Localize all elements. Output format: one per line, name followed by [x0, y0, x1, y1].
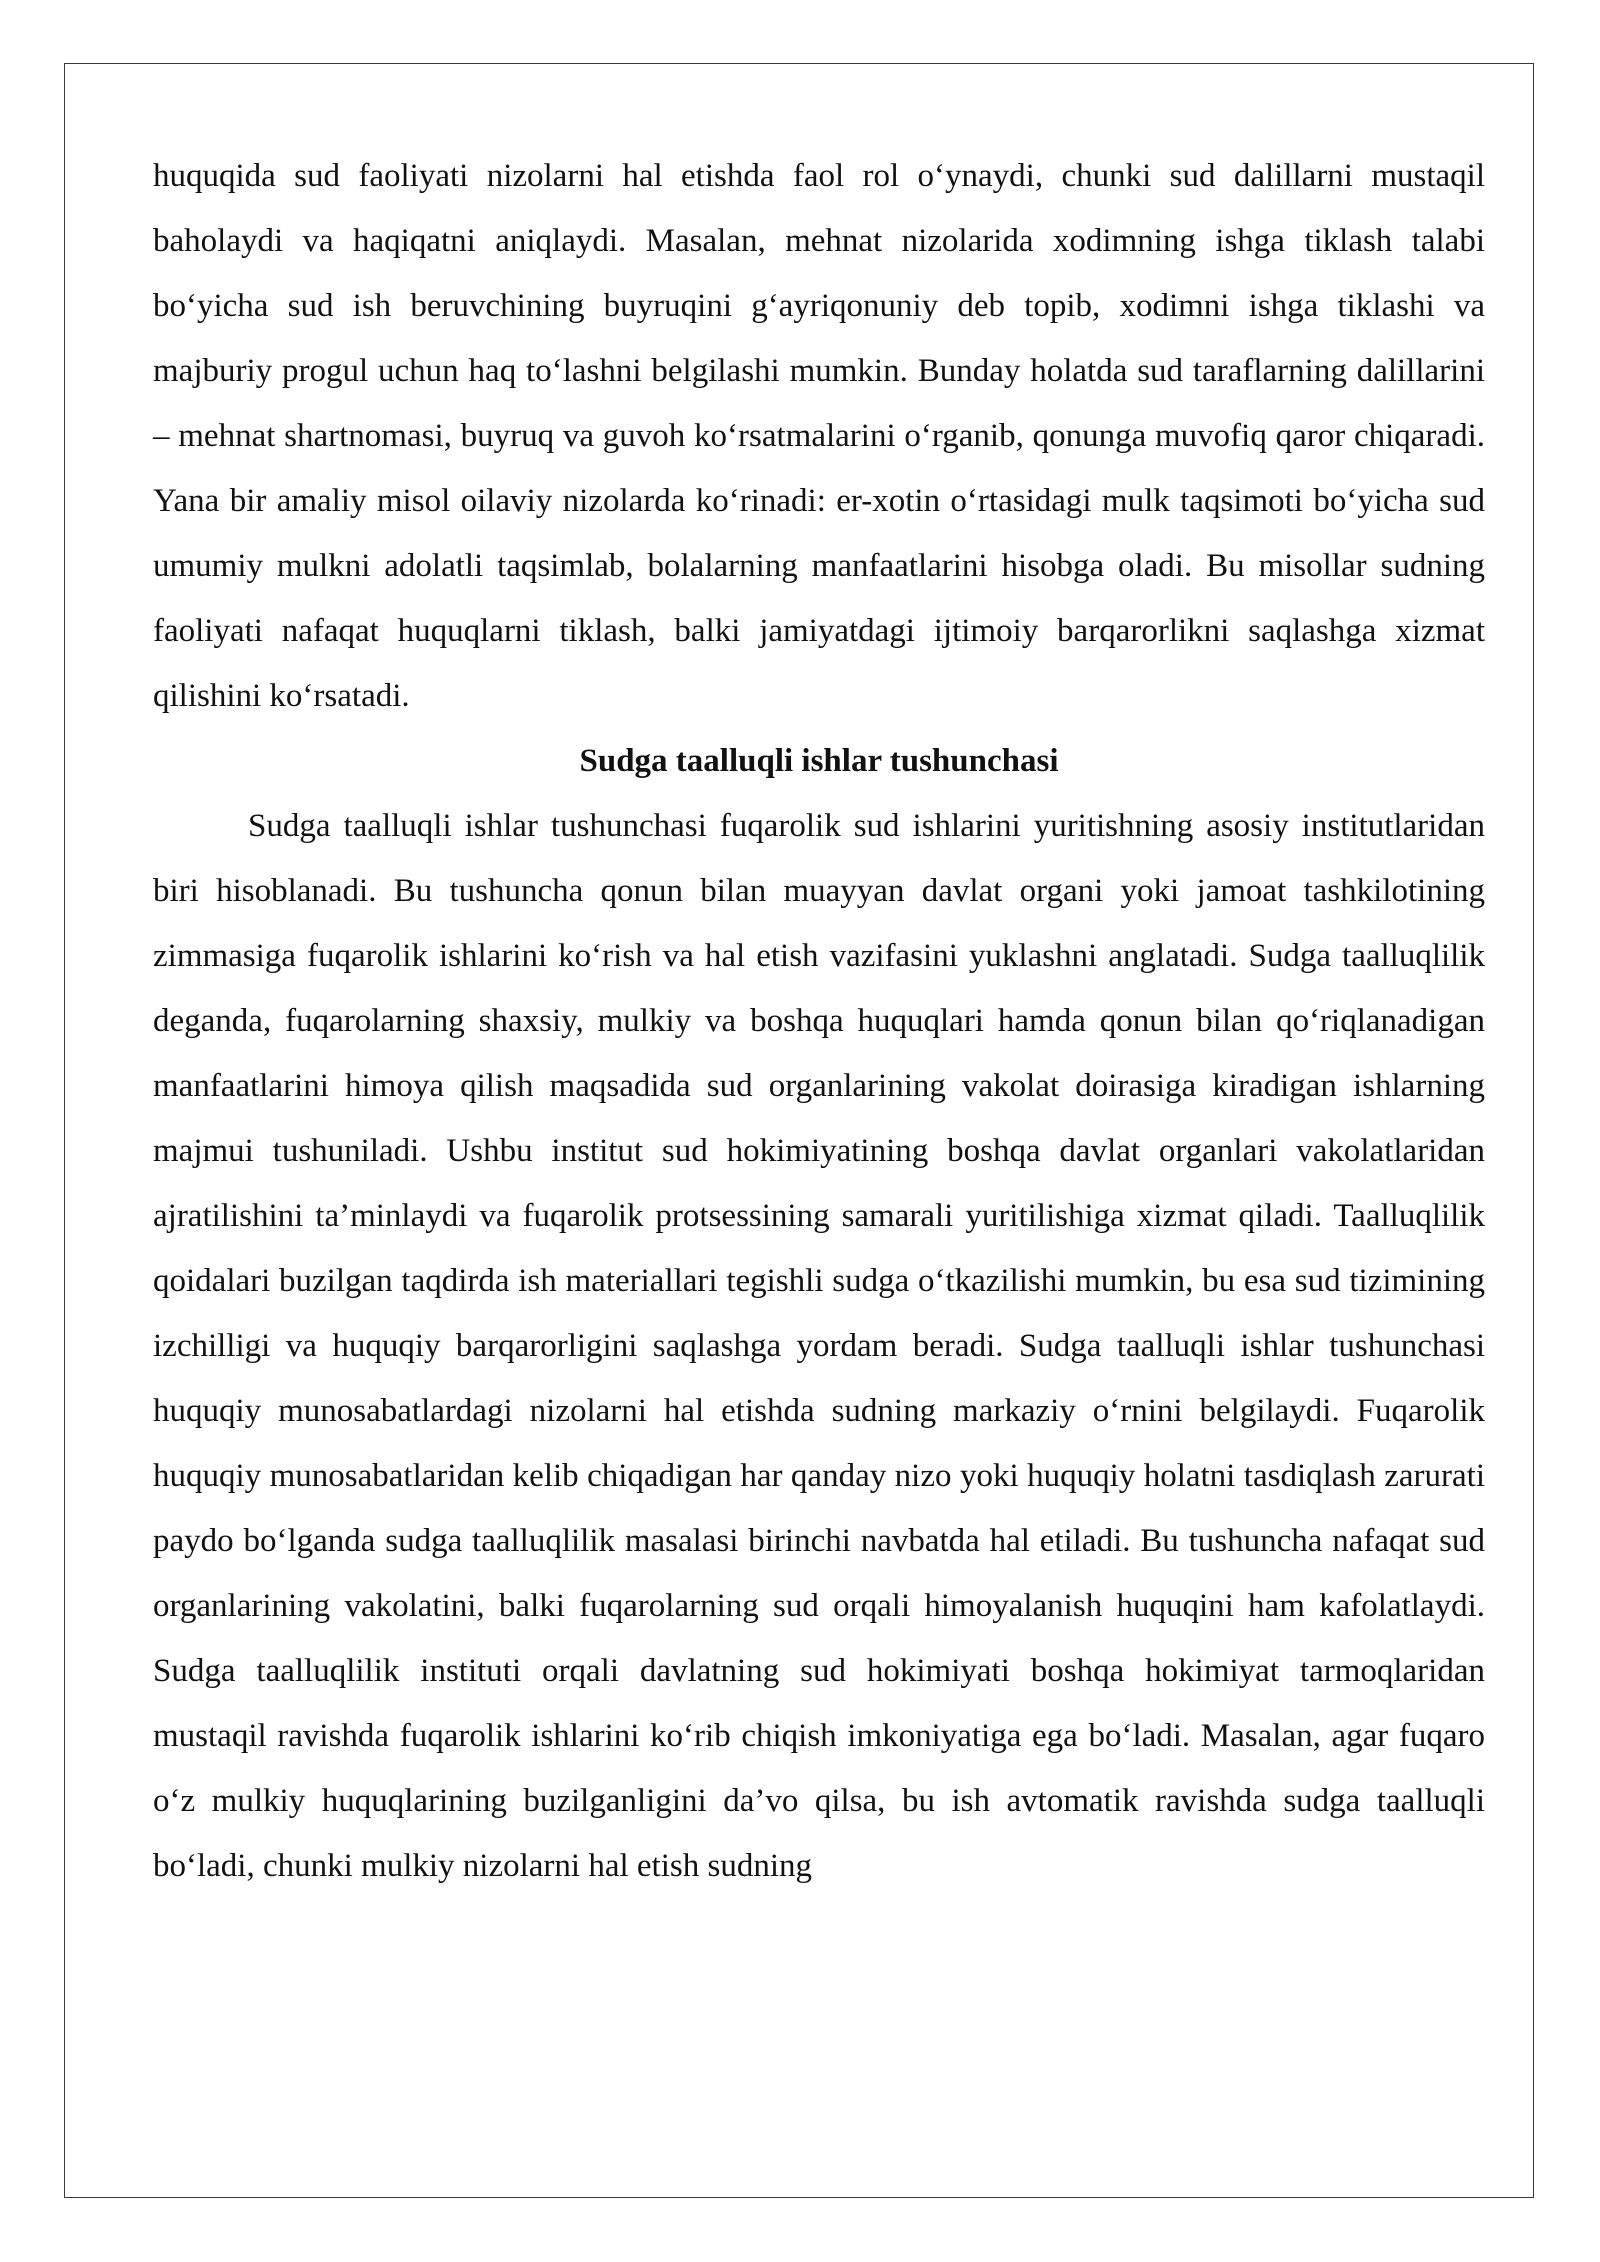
section-heading: Sudga taalluqli ishlar tushunchasi: [579, 743, 1059, 779]
paragraph-continued: huquqida sud faoliyati nizolarni hal etishda faol rol o‘ynaydi, chunki sud dalillarni mustaqil baholaydi va haqiqatni aniqlaydi. Masalan, mehnat nizolarida xodimning ishga tiklash talabi bo‘yicha sud ish beruvchining buyruqini g‘ayriqonuniy deb topib, xodimni ishga tiklashi va majburiy progul uchun haq to‘lashni belgilashi mumkin. Bunday holatda sud taraflarning dalillarini – mehnat shartnomasi, buyruq va guvoh ko‘rsatmalarini o‘rganib, qonunga muvofiq qaror chiqaradi. Yana bir amaliy misol oilaviy nizolarda ko‘rinadi: er-xotin o‘rtasidagi mulk taqsimoti bo‘yicha sud umumiy mulkni adolatli taqsimlab, bolalarning manfaatlarini hisobga oladi. Bu misollar sudning faoliyati nafaqat huquqlarni tiklash, balki jamiyatdagi ijtimoiy barqarorlikni saqlashga xizmat qilishini ko‘rsatadi.: [153, 158, 1485, 714]
paragraph-sudga-taalluqli: Sudga taalluqli ishlar tushunchasi fuqarolik sud ishlarini yuritishning asosiy institutlaridan biri hisoblanadi. Bu tushuncha qonun bilan muayyan davlat organi yoki jamoat tashkilotining zimmasiga fuqarolik ishlarini ko‘rish va hal etish vazifasini yuklashni anglatadi. Sudga taalluqlilik deganda, fuqarolarning shaxsiy, mulkiy va boshqa huquqlari hamda qonun bilan qo‘riqlanadigan manfaatlarini himoya qilish maqsadida sud organlarining vakolat doirasiga kiradigan ishlarning majmui tushuniladi. Ushbu institut sud hokimiyatining boshqa davlat organlari vakolatlaridan ajratilishini ta’minlaydi va fuqarolik protsessining samarali yuritilishiga xizmat qiladi. Taalluqlilik qoidalari buzilgan taqdirda ish materiallari tegishli sudga o‘tkazilishi mumkin, bu esa sud tizimining izchilligi va huquqiy barqarorligini saqlashga yordam beradi. Sudga taalluqli ishlar tushunchasi huquqiy munosabatlardagi nizolarni hal etishda sudning markaziy o‘rnini belgilaydi. Fuqarolik huquqiy munosabatlaridan kelib chiqadigan har qanday nizo yoki huquqiy holatni tasdiqlash zarurati paydo bo‘lganda sudga taalluqlilik masalasi birinchi navbatda hal etiladi. Bu tushuncha nafaqat sud organlarining vakolatini, balki fuqarolarning sud orqali himoyalanish huquqini ham kafolatlaydi. Sudga taalluqlilik instituti orqali davlatning sud hokimiyati boshqa hokimiyat tarmoqlaridan mustaqil ravishda fuqarolik ishlarini ko‘rib chiqish imkoniyatiga ega bo‘ladi. Masalan, agar fuqaro o‘z mulkiy huquqlarining buzilganligini da’vo qilsa, bu ish avtomatik ravishda sudga taalluqli bo‘ladi, chunki mulkiy nizolarni hal etish sudning: [153, 808, 1485, 1884]
document-body: [153, 144, 1485, 1899]
